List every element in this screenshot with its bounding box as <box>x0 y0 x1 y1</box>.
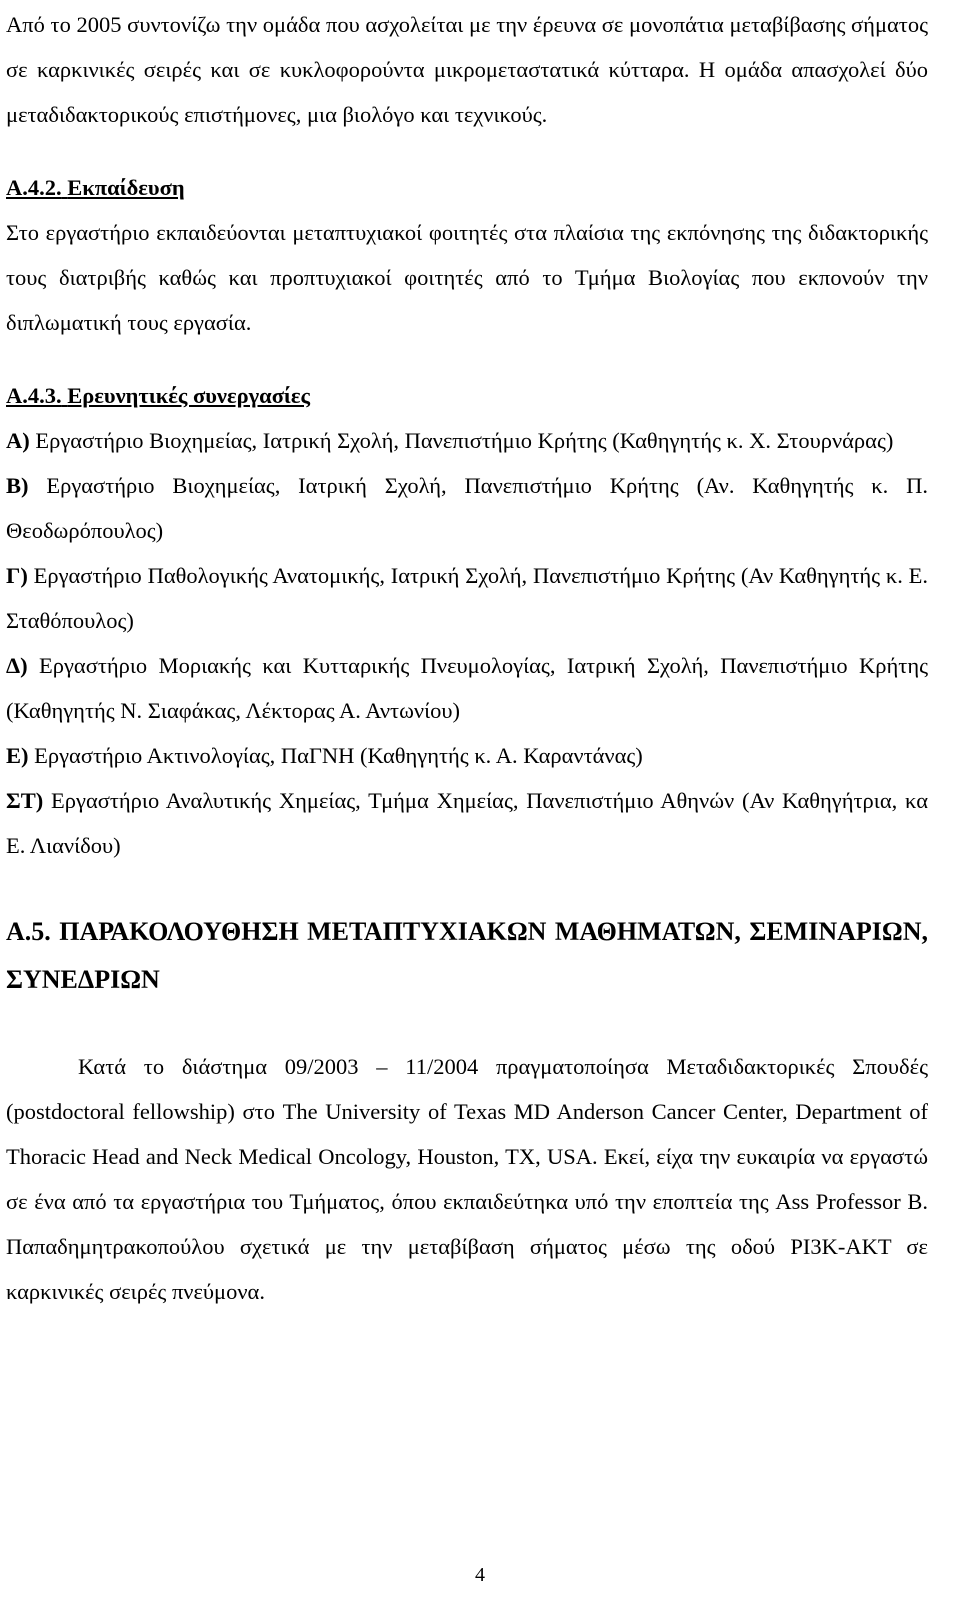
collaboration-text: Εργαστήριο Βιοχημείας, Ιατρική Σχολή, Πανεπιστήμιο Κρήτης (Καθηγητής κ. Χ. Στουρνάρας) <box>35 428 894 453</box>
section-a43-heading-text <box>6 383 310 408</box>
collaboration-text: Εργαστήριο Παθολογικής Ανατομικής, Ιατρική Σχολή, Πανεπιστήμιο Κρήτης (Αν Καθηγητής κ. Ε. Σταθόπουλος) <box>6 563 928 633</box>
section-a43-number: Α.4.3. <box>6 383 62 408</box>
collaboration-marker: ΣΤ) <box>6 788 44 813</box>
collaboration-marker: Γ) <box>6 563 28 588</box>
collaboration-marker: Ε) <box>6 743 29 768</box>
intro-paragraph: Από το 2005 συντονίζω την ομάδα που ασχολείται με την έρευνα σε μονοπάτια μεταβίβασης σήματος σε καρκινικές σειρές και σε κυκλοφορούντα μικρομεταστατικά κύτταρα. Η ομάδα απασχολεί δύο μεταδιδακτορικούς επιστήμονες, μια βιολόγο και τεχνικούς. <box>6 12 928 127</box>
section-a42-number: Α.4.2. <box>6 175 62 200</box>
collaboration-text: Εργαστήριο Ακτινολογίας, ΠαΓΝΗ (Καθηγητής κ. Α. Καραντάνας) <box>34 743 643 768</box>
collaboration-marker: Β) <box>6 473 29 498</box>
section-a5-heading: Α.5. ΠΑΡΑΚΟΛΟΥΘΗΣΗ ΜΕΤΑΠΤΥΧΙΑΚΩΝ ΜΑΘΗΜΑΤΩΝ, ΣΕΜΙΝΑΡΙΩΝ, ΣΥΝΕΔΡΙΩΝ <box>6 917 928 994</box>
collaboration-marker: Δ) <box>6 653 28 678</box>
collaboration-text: Εργαστήριο Αναλυτικής Χημείας, Τμήμα Χημείας, Πανεπιστήμιο Αθηνών (Αν Καθηγήτρια, κα Ε. Λιανίδου) <box>6 788 928 858</box>
section-a43-title: Ερευνητικές συνεργασίες <box>67 383 311 408</box>
collaboration-item <box>6 733 928 778</box>
spacer <box>6 1004 928 1044</box>
spacer <box>6 868 928 908</box>
collaboration-item <box>6 643 928 733</box>
collaboration-text: Εργαστήριο Βιοχημείας, Ιατρική Σχολή, Πανεπιστήμιο Κρήτης (Αν. Καθηγητής κ. Π. Θεοδωρόπουλος) <box>6 473 928 543</box>
section-a42-heading <box>6 165 928 210</box>
collaboration-text: Εργαστήριο Μοριακής και Κυτταρικής Πνευμολογίας, Ιατρική Σχολή, Πανεπιστήμιο Κρήτης (Καθηγητής Ν. Σιαφάκας, Λέκτορας Α. Αντωνίου) <box>6 653 929 723</box>
spacer <box>6 345 928 373</box>
section-a5-body: Κατά το διάστημα 09/2003 – 11/2004 πραγματοποίησα Μεταδιδακτορικές Σπουδές (postdoctoral fellowship) στο The University of Texas MD Anderson Cancer Center, Department of Thoracic Head and Neck Medical Oncology, Houston, TX, USA. Εκεί, είχα την ευκαιρία να εργαστώ σε ένα από τα εργαστήρια του Τμήματος, όπου εκπαιδεύτηκα υπό την εποπτεία της Ass Professor Β. Παπαδημητρακοπούλου σχετικά με την μεταβίβαση σήματος μέσω της οδού PI3K-AKT σε καρκινικές σειρές πνεύμονα. <box>6 1054 928 1304</box>
collaboration-item <box>6 418 928 463</box>
collaboration-item <box>6 553 928 643</box>
section-a42-body: Στο εργαστήριο εκπαιδεύονται μεταπτυχιακοί φοιτητές στα πλαίσια της εκπόνησης της διδακτορικής τους διατριβής καθώς και προπτυχιακοί φοιτητές από το Τμήμα Βιολογίας που εκπονούν την διπλωματική τους εργασία. <box>6 220 928 335</box>
collaboration-item <box>6 463 928 553</box>
section-a42-heading-text <box>6 175 185 200</box>
page-content <box>6 2 928 1314</box>
spacer <box>6 137 928 165</box>
page-number: 4 <box>475 1564 485 1586</box>
collaboration-marker: Α) <box>6 428 30 453</box>
section-a42-title: Εκπαίδευση <box>67 175 185 200</box>
collaboration-item <box>6 778 928 868</box>
section-a43-heading <box>6 373 928 418</box>
